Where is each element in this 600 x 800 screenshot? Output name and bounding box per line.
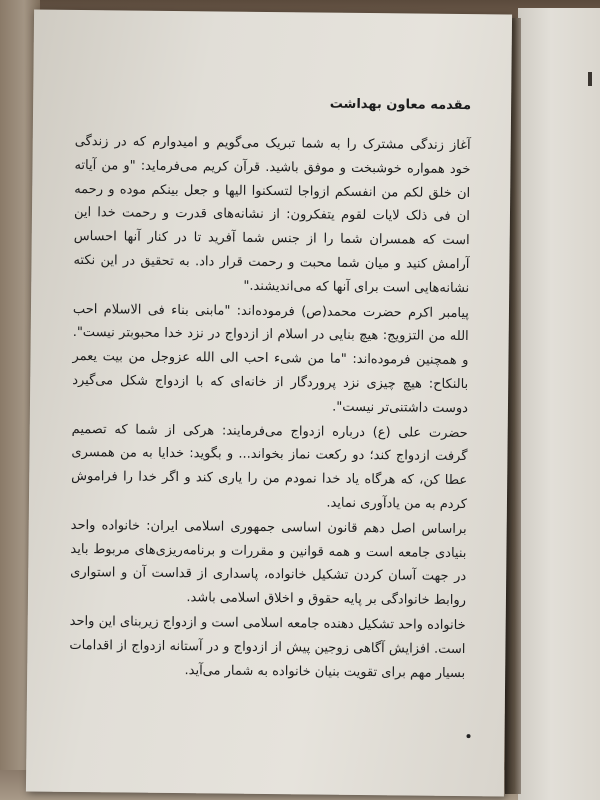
book-page bbox=[26, 10, 512, 797]
paragraph-intro: آغاز زندگی مشترک را به شما تبریک می‌گویم و امیدوارم که در زندگی خود همواره خوشبخت و موفق باشید. قرآن کریم می‌فرماید: "و من آیاته ان خلق لکم من انفسکم ازواجا لتسکنوا الیها و جعل بینکم موده و رحمه ان فی ذلک لایات لقوم یتفکرون: از نشانه‌های قدرت و رحمت خدا این است که همسران شما را از جنس شما آفرید تا در کنار آنها احساس آرامش کنید و میان شما محبت و رحمت قرار داد. به تحقیق در این نکته نشانه‌هایی است برای آنها که می‌اندیشند." bbox=[73, 133, 471, 296]
page-content bbox=[26, 10, 512, 797]
paragraph-prophet-quote: پیامبر اکرم حضرت محمد(ص) فرموده‌اند: "مابنی بناء فی الاسلام احب الله من التزویج: هیچ بنایی در اسلام از ازدواج در نزد خدا محبوبتر نیست". و همچنین فرموده‌اند: "ما من شیء احب الی الله عزوجل من بیت یعمر بالنکاح: هیچ چیزی نزد پروردگار از خانه‌ای که با ازدواج شکل می‌گیرد دوست داشتنی‌تر نیست". bbox=[72, 301, 470, 416]
paragraph-family-unit: خانواده واحد تشکیل دهنده جامعه اسلامی است و ازدواج زیربنای این واحد است. افزایش آگاهی زوجین پیش از ازدواج و در آستانه ازدواج از اقدامات بسیار مهم برای تقویت بنیان خانواده به شمار می‌آید. bbox=[69, 613, 466, 681]
adjacent-page bbox=[518, 8, 600, 800]
page-title: مقدمه معاون بهداشت bbox=[329, 96, 472, 114]
paragraph-constitution: براساس اصل دهم قانون اساسی جمهوری اسلامی ایران: خانواده واحد بنیادی جامعه است و همه قوانین و مقررات و برنامه‌ریزی‌های مربوط باید در جهت آسان کردن تشکیل خانواده، پاسداری از قداست آن و استواری روابط خانوادگی بر پایه حقوق و اخلاق اسلامی باشد. bbox=[70, 517, 467, 609]
footnote-mark bbox=[467, 734, 471, 738]
paragraph-imam-ali-quote: حضرت علی (ع) درباره ازدواج می‌فرمایند: هرکی از شما که تصمیم گرفت ازدواج کند؛ دو رکعت نماز بخواند... و بگوید: خدایا به من همسری عطا کن، که هرگاه یاد خدا نمودم من را یاری کند و اگر خدا را فراموش کردم به من یادآوری نماید. bbox=[71, 421, 468, 513]
body-text bbox=[69, 130, 471, 686]
adjacent-page-text-fragment bbox=[588, 72, 592, 86]
